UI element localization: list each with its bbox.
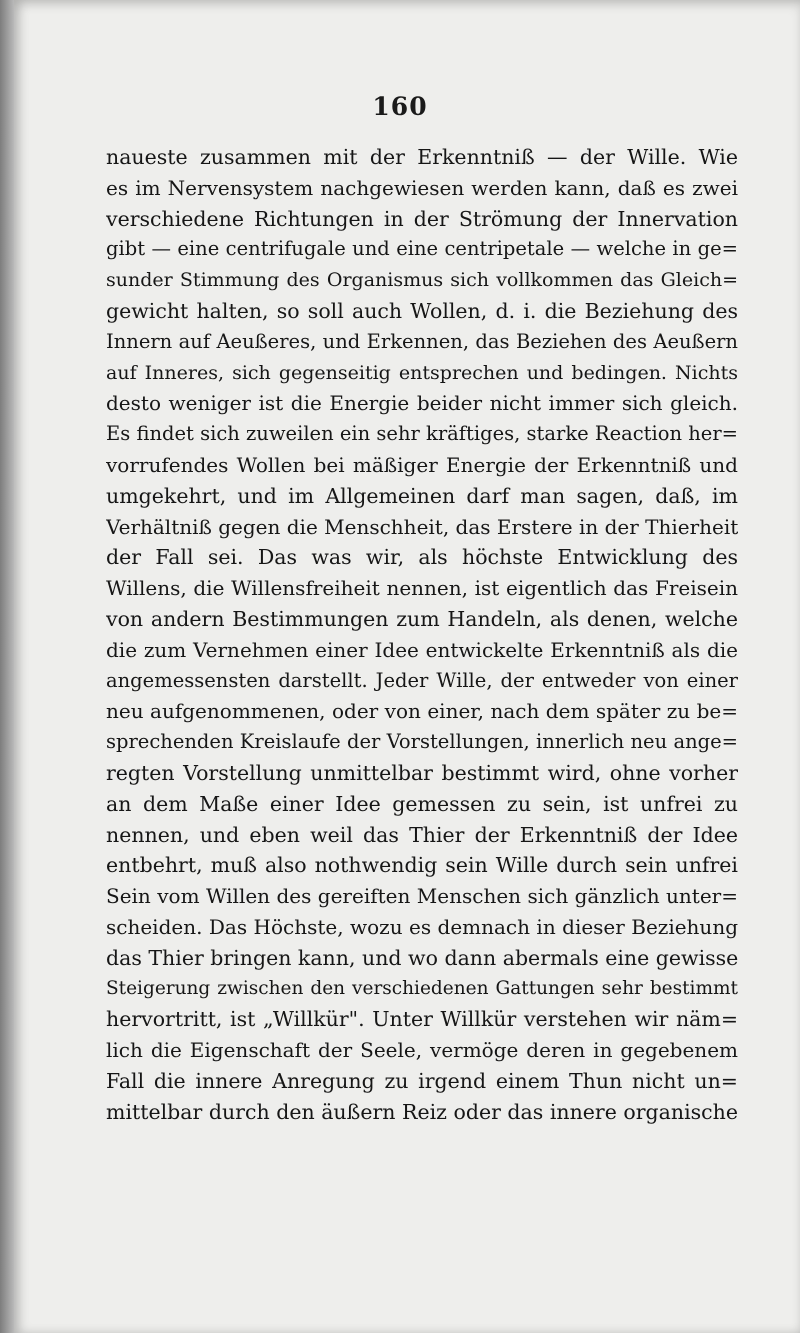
text-line: gibt — eine centrifugale und eine centripetale — welche in ge= [106,237,738,261]
text-line: naueste zusammen mit der Erkenntniß — der Wille. Wie [106,145,738,169]
text-line: angemessensten darstellt. Jeder Wille, der entweder von einer [106,668,738,692]
text-line: gewicht halten, so soll auch Wollen, d. i. die Beziehung des [106,298,738,323]
text-line: verschiedene Richtungen in der Strömung der Innervation [106,206,738,231]
text-line: sunder Stimmung des Organismus sich vollkommen das Gleich= [106,269,738,292]
text-line: scheiden. Das Höchste, wozu es demnach in dieser Beziehung [106,914,738,939]
text-line: desto weniger ist die Energie beider nicht immer sich gleich. [106,391,738,416]
book-gutter-shadow [0,0,14,1333]
text-line: hervortritt, ist „Willkür". Unter Willkür verstehen wir näm= [106,1007,738,1032]
text-line: das Thier bringen kann, und wo dann abermals eine gewisse [106,945,738,970]
text-line: sprechenden Kreislaufe der Vorstellungen, innerlich neu ange= [106,730,738,754]
text-line: die zum Vernehmen einer Idee entwickelte Erkenntniß als die [106,637,738,662]
text-line: es im Nervensystem nachgewiesen werden kann, daß es zwei [106,175,738,200]
text-line: neu aufgenommenen, oder von einer, nach dem später zu be= [106,699,738,724]
text-line: nennen, und eben weil das Thier der Erkenntniß der Idee [106,822,738,847]
page-number: 160 [372,92,428,121]
text-line: an dem Maße einer Idee gemessen zu sein, ist unfrei zu [106,791,738,816]
text-line: umgekehrt, und im Allgemeinen darf man sagen, daß, im [106,483,738,508]
text-line: mittelbar durch den äußern Reiz oder das innere organische [106,1099,738,1124]
text-line: Steigerung zwischen den verschiedenen Gattungen sehr bestimmt [106,977,738,999]
text-line: regten Vorstellung unmittelbar bestimmt wird, ohne vorher [106,760,738,785]
text-line: Willens, die Willensfreiheit nennen, ist eigentlich das Freisein [106,576,738,601]
text-line: Verhältniß gegen die Menschheit, das Erstere in der Thierheit [106,514,738,539]
text-line: der Fall sei. Das was wir, als höchste Entwicklung des [106,545,738,570]
text-line: vorrufendes Wollen bei mäßiger Energie der Erkenntniß und [106,452,738,477]
text-line: lich die Eigenschaft der Seele, vermöge deren in gegebenem [106,1038,738,1063]
text-line: Es findet sich zuweilen ein sehr kräftiges, starke Reaction her= [106,422,738,446]
body-text [106,142,738,1128]
text-line: auf Inneres, sich gegenseitig entsprechen und bedingen. Nichts [106,361,738,384]
text-line: Innern auf Aeußeres, und Erkennen, das Beziehen des Aeußern [106,329,738,353]
text-line: entbehrt, muß also nothwendig sein Wille durch sein unfrei [106,853,738,878]
text-line: von andern Bestimmungen zum Handeln, als denen, welche [106,606,738,631]
text-line: Sein vom Willen des gereiften Menschen sich gänzlich unter= [106,884,738,909]
text-line: Fall die innere Anregung zu irgend einem Thun nicht un= [106,1068,738,1093]
